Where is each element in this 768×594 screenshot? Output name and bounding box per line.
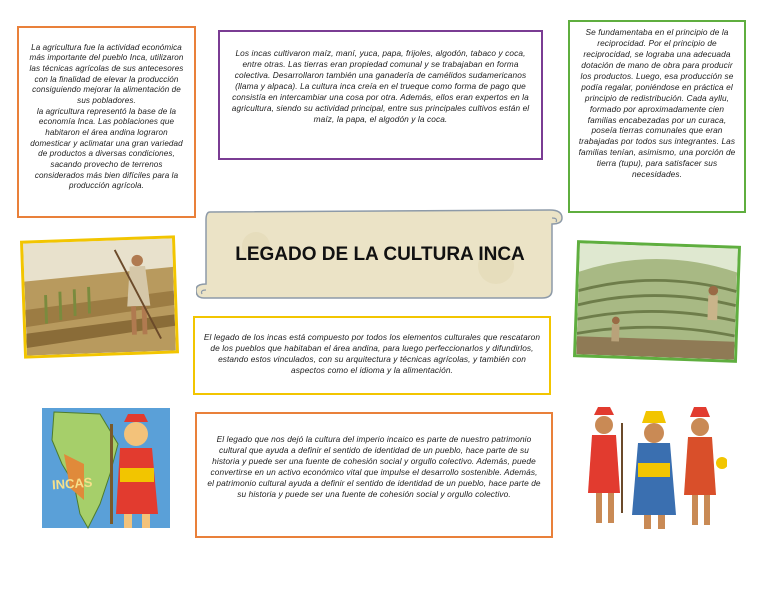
heritage-text: El legado que nos dejó la cultura del imperio incaico es parte de nuestro patrimonio cultural que ayuda a definir el sentido de identidad de un pueblo, hace parte de su historia y puede ser una fuente de cohesión social y orgullo colectivo. Además, puede convertirse en un activo económico vital que impulse el desarrollo sostenible. Además, el patrimonio cultural ayuda a definir el sentido de identidad de un pueblo, hace parte de su historia y puede ser una fuente de cohesión social y orgullo colectivo.	[207, 434, 541, 499]
inca-warriors-image	[582, 403, 727, 531]
inca-farming-image	[20, 235, 179, 358]
legacy-text: El legado de los incas está compuesto por todos los elementos culturales que rescataron de los pueblos que habitaban el área andina, para luego perfeccionarlos y difundirlos, estando estos vinculados, con su arquitectura y técnicas agrícolas, y también con aspectos como el idioma y la alimentación.	[203, 332, 541, 375]
crops-text: Los incas cultivaron maíz, maní, yuca, papa, frijoles, algodón, tabaco y coca, entre otras. Las tierras eran propiedad comunal y se trabajaban en forma colectiva. Desarrollaron también una ganadería de camélidos sudamericanos (llama y alpaca). La cultura inca creía en el trueque como forma de pago que consistía en intercambiar una cosa por otra. Además, ellos eran expertos en la agricultura, siendo su actividad principal, entre sus principales cultivos están el maíz, la papa, el algodón y la coca.	[231, 48, 530, 124]
page-title: LEGADO DE LA CULTURA INCA	[235, 244, 525, 265]
heritage-text-box	[195, 412, 553, 538]
inca-terraces-image	[573, 240, 741, 363]
agriculture-text-box	[17, 26, 196, 218]
legacy-text-box	[193, 316, 551, 395]
crops-text-box	[218, 30, 543, 160]
reciprocity-text-box	[568, 20, 746, 213]
reciprocity-text: Se fundamentaba en el principio de la reciprocidad. Por el principio de reciprocidad, se lograba una adecuada dotación de mano de obra para producir los productos. Luego, esa producción se podía regalar, poniéndose en práctica el principio de redistribución. Cada ayllu, formado por aproximadamente cien familias encabezadas por un curaca, poseía tierras comunales que eran trabajadas por todos sus integrantes. Las familias tenían, asimismo, una porción de tierra (tupu), para satisfacer sus necesidades.	[578, 27, 736, 180]
map-label: INCAS	[51, 474, 93, 493]
inca-map-image	[40, 404, 172, 532]
agriculture-text: La agricultura fue la actividad económica más importante del pueblo Inca, utilizaron las técnicas agrícolas de sus antecesores con la finalidad de elevar la producción consiguiendo mejorar la alimentación de sus pobladores. la agricultura representó la base de la economía Inca. Las poblaciones que habitaron el área andina lograron domesticar y aclimatar una gran variedad de productos a diversas condiciones, sacando provecho de terrenos considerados más bien difíciles para la producción agrícola.	[29, 42, 184, 191]
